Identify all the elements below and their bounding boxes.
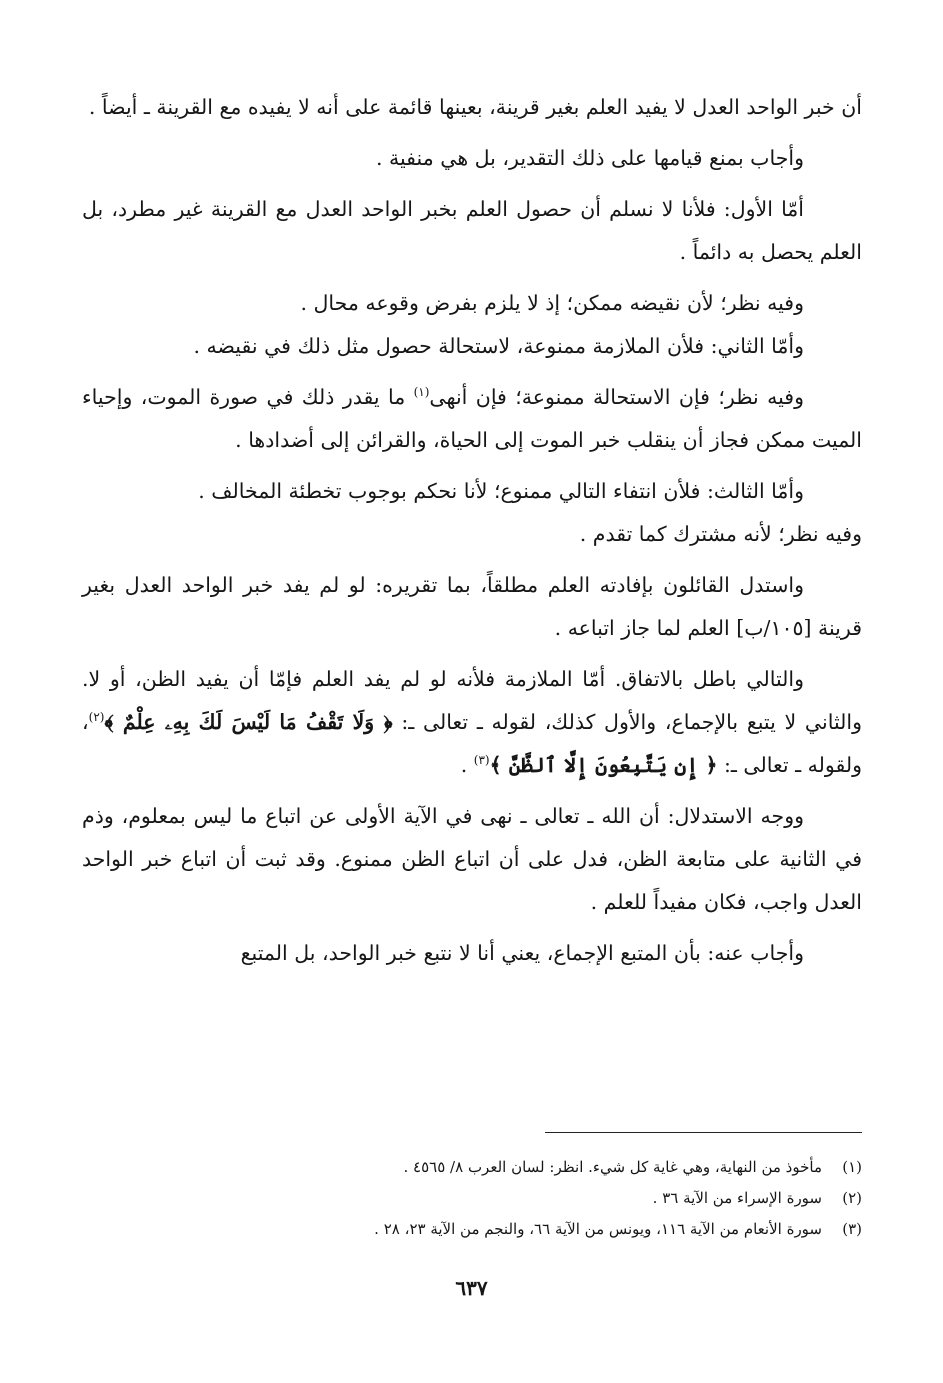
paragraph: أمّا الأول: فلأنا لا نسلم أن حصول العلم بخبر الواحد العدل مع القرينة غير مطرد، بل العلم يحصل به دائماً . <box>82 197 862 264</box>
paragraph-text: ، ولقوله ـ تعالى ـ: <box>82 710 862 777</box>
footnote <box>82 1214 862 1245</box>
main-text <box>82 86 862 975</box>
footnote-marker: (١) <box>413 385 430 400</box>
quran-verse: ﴿ إِن يَتَّبِعُونَ إِلَّا ٱلظَّنَّ ﴾ <box>489 753 718 777</box>
paragraph-text: والتالي باطل بالاتفاق. أمّا الملازمة فلأنه لو لم يفد العلم فإمّا أن يفيد الظن، أو لا. والثاني لا يتبع بالإجماع، والأول كذلك، لقوله ـ تعالى ـ: <box>82 667 862 734</box>
paragraph-text: وفيه نظر؛ فإن الاستحالة ممنوعة؛ فإن أنهى <box>429 385 805 409</box>
paragraph <box>82 376 862 462</box>
paragraph: وأجاب عنه: بأن المتبع الإجماع، يعني أنا لا نتبع خبر الواحد، بل المتبع <box>240 941 804 965</box>
page-number: ٦٣٧ <box>455 1276 488 1300</box>
footnote-number: (٢) <box>842 1189 862 1207</box>
footnote-text: مأخوذ من النهاية، وهي غاية كل شيء. انظر: لسان العرب ٨/ ٤٥٦٥ . <box>403 1158 822 1176</box>
quran-verse: ﴿ وَلَا تَقْفُ مَا لَيْسَ لَكَ بِهِۦ عِلْمٌ ﴾ <box>104 710 393 734</box>
footnote-number: (٣) <box>842 1220 862 1238</box>
paragraph-text: ما يقدر ذلك في صورة الموت، وإحياء الميت ممكن فجاز أن ينقلب خبر الموت إلى الحياة، والقرائن إلى أضدادها . <box>82 385 862 452</box>
footnote-text: سورة الإسراء من الآية ٣٦ . <box>652 1189 822 1207</box>
footnote-text: سورة الأنعام من الآية ١١٦، ويونس من الآية ٦٦، والنجم من الآية ٢٣، ٢٨ . <box>374 1220 822 1238</box>
paragraph: أن خبر الواحد العدل لا يفيد العلم بغير قرينة، بعينها قائمة على أنه لا يفيده مع القرينة ـ أيضاً . <box>88 95 862 119</box>
paragraph: وفيه نظر؛ لأنه مشترك كما تقدم . <box>579 522 862 546</box>
paragraph: واستدل القائلون بإفادته العلم مطلقاً، بما تقريره: لو لم يفد خبر الواحد العدل بغير قرينة [١٠٥/ب] العلم لما جاز اتباعه . <box>82 573 862 640</box>
footnote-divider <box>545 1132 862 1133</box>
paragraph-text: . <box>460 753 474 777</box>
paragraph: وأمّا الثاني: فلأن الملازمة ممنوعة، لاستحالة حصول مثل ذلك في نقيضه . <box>193 334 804 358</box>
footnote-marker: (٢) <box>88 710 105 725</box>
paragraph: وأمّا الثالث: فلأن انتفاء التالي ممنوع؛ لأنا نحكم بوجوب تخطئة المخالف . <box>198 479 804 503</box>
footnote <box>82 1183 862 1214</box>
footnote <box>82 1152 862 1183</box>
paragraph: وفيه نظر؛ لأن نقيضه ممكن؛ إذ لا يلزم بفرض وقوعه محال . <box>300 291 804 315</box>
paragraph: ووجه الاستدلال: أن الله ـ تعالى ـ نهى في الآية الأولى عن اتباع ما ليس بمعلوم، وذم في الثانية على متابعة الظن، فدل على أن اتباع الظن ممنوع. وقد ثبت أن اتباع خبر الواحد العدل واجب، فكان مفيداً للعلم . <box>82 804 862 914</box>
footnotes <box>82 1152 862 1245</box>
paragraph: وأجاب بمنع قيامها على ذلك التقدير، بل هي منفية . <box>375 146 804 170</box>
paragraph <box>82 658 862 787</box>
footnote-number: (١) <box>842 1158 862 1176</box>
footnote-marker: (٣) <box>473 753 490 768</box>
